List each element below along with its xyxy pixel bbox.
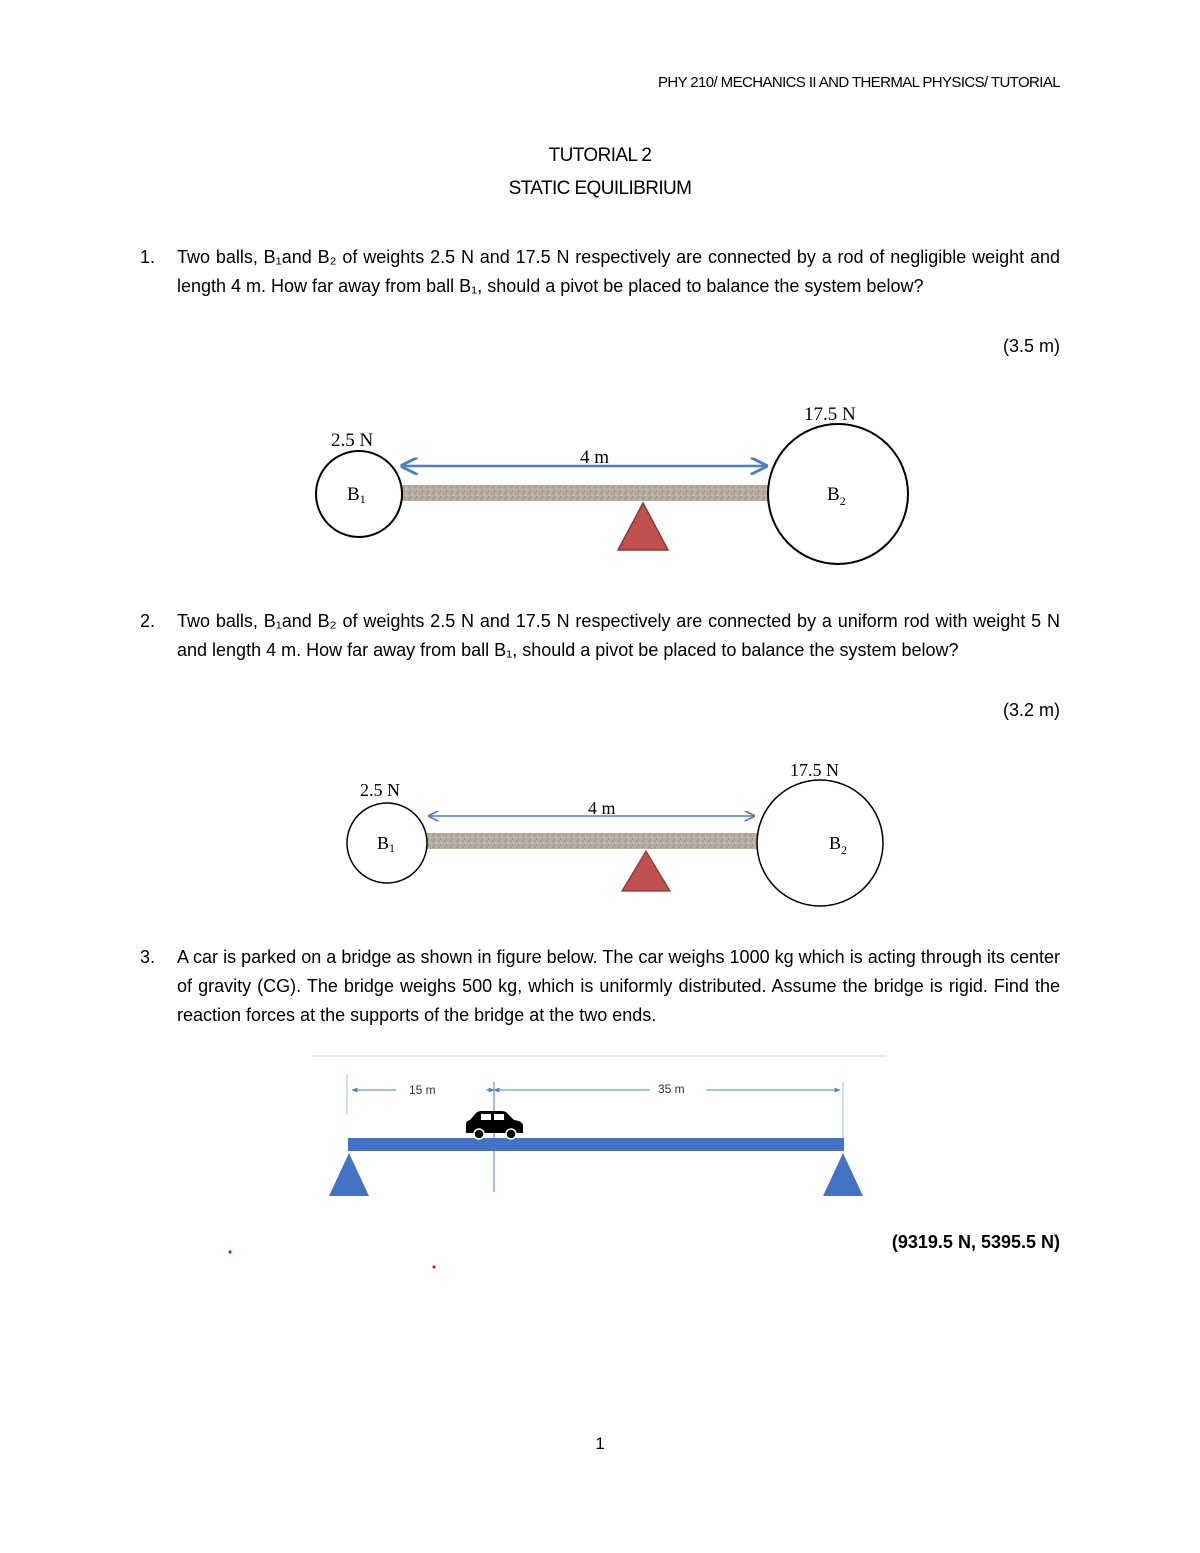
question-answer: (9319.5 N, 5395.5 N): [891, 1232, 1060, 1252]
left-span-label: 15 m: [409, 1083, 436, 1097]
figure-2: [347, 760, 883, 906]
ball-b2-label: $B_2$: [827, 484, 846, 508]
question-number: 3.: [140, 947, 156, 967]
question-number: 1.: [140, 247, 156, 267]
rod: [400, 485, 770, 501]
left-support: [329, 1153, 369, 1196]
pivot-triangle: [622, 851, 670, 891]
ball-b1-label: B1: [347, 484, 366, 506]
figure-3: [312, 1056, 886, 1196]
right-support: [823, 1153, 863, 1196]
tutorial-subtitle: STATIC EQUILIBRIUM: [508, 178, 692, 199]
figure-1: [316, 404, 908, 564]
page-header: PHY 210/ MECHANICS II AND THERMAL PHYSICS/ TUTORIAL: [657, 74, 1060, 91]
stray-mark: [433, 1266, 436, 1269]
page-number: 1: [595, 1434, 605, 1453]
question-text: Two balls, B₁and B₂ of weights 2.5 N and 17.5 N respectively are connected by a uniform rod with weight 5 N and length 4 m. How far away from ball B₁, should a pivot be placed to balance the system below?: [177, 611, 1060, 660]
ball-b1-label: B1: [377, 833, 396, 855]
ball-b2-label: $B_2$: [829, 833, 848, 857]
bridge-beam: [348, 1138, 844, 1151]
left-weight-label: 2.5 N: [331, 430, 374, 451]
right-weight-label: 17.5 N: [804, 404, 856, 425]
right-span-label: 35 m: [658, 1082, 685, 1096]
question-answer: (3.5 m): [1002, 336, 1060, 356]
length-label: 4 m: [580, 447, 610, 468]
pivot-triangle: [618, 503, 668, 550]
stray-mark: [229, 1251, 232, 1254]
question-answer: (3.2 m): [1002, 700, 1060, 720]
right-weight-label: 17.5 N: [790, 760, 839, 780]
question-number: 2.: [140, 611, 156, 631]
question-text: Two balls, B₁and B₂ of weights 2.5 N and 17.5 N respectively are connected by a rod of negligible weight and length 4 m. How far away from ball B₁, should a pivot be placed to balance the system below?: [177, 247, 1060, 296]
rod: [427, 833, 759, 849]
ball-b2: [757, 780, 883, 906]
question-text: A car is parked on a bridge as shown in figure below. The car weighs 1000 kg which is acting through its center of gravity (CG). The bridge weighs 500 kg, which is uniformly distributed. Assume the bridge is rigid. Find the reaction forces at the supports of the bridge at the two ends.: [177, 947, 1060, 1025]
tutorial-title: TUTORIAL 2: [548, 145, 652, 166]
left-weight-label: 2.5 N: [360, 780, 400, 800]
length-label: 4 m: [588, 798, 616, 818]
